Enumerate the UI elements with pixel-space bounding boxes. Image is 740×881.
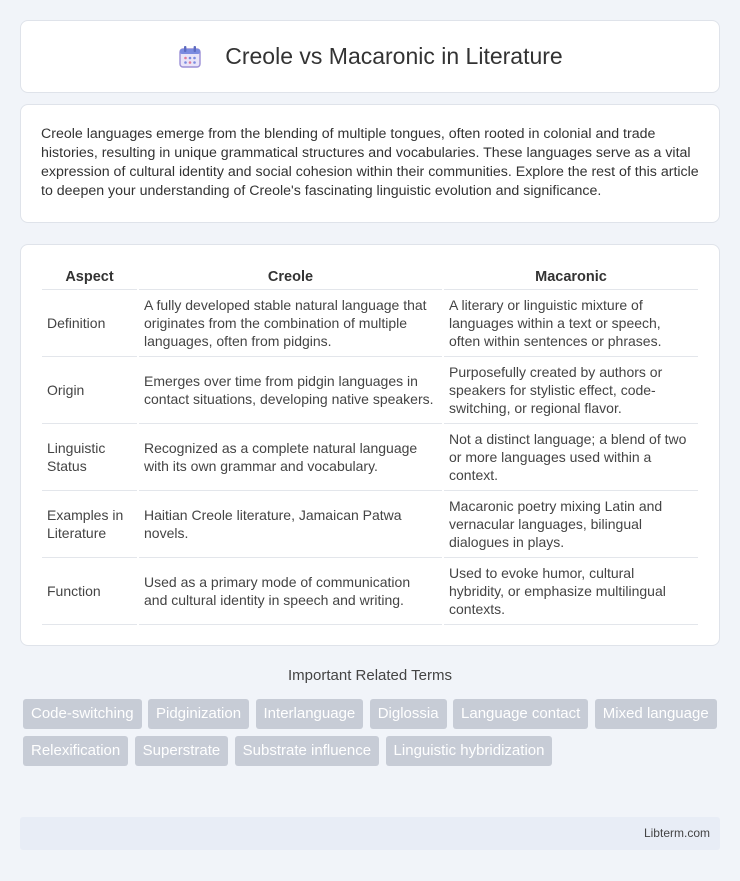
row-macaronic: Macaronic poetry mixing Latin and vernacular languages, bilingual dialogues in plays. [444,491,698,558]
page-title: Creole vs Macaronic in Literature [225,43,563,69]
tag-relexification[interactable]: Relexification [23,736,128,766]
tag-mixed-language[interactable]: Mixed language [595,699,717,729]
comparison-table-card [20,244,720,646]
comparison-table [40,261,700,625]
table-row [42,290,698,357]
row-macaronic: Purposefully created by authors or speakers for stylistic effect, code-switching, or regional flavor. [444,357,698,424]
row-creole: Used as a primary mode of communication and cultural identity in speech and writing. [139,558,442,625]
tag-code-switching[interactable]: Code-switching [23,699,142,729]
related-terms-title: Important Related Terms [288,667,452,684]
tag-language-contact[interactable]: Language contact [453,699,588,729]
footer [20,817,720,850]
table-row [42,491,698,558]
row-creole: Haitian Creole literature, Jamaican Patwa novels. [139,491,442,558]
row-aspect: Definition [42,290,137,357]
table-header-row [42,261,698,290]
row-aspect: Linguistic Status [42,424,137,491]
table-row [42,558,698,625]
footer-site-link[interactable]: Libterm.com [643,826,710,840]
header-creole: Creole [139,261,442,290]
row-creole: Recognized as a complete natural language with its own grammar and vocabulary. [139,424,442,491]
row-creole: A fully developed stable natural language that originates from the combination of multiple languages, often from pidgins. [139,290,442,357]
related-terms-tags [23,699,723,773]
tag-diglossia[interactable]: Diglossia [370,699,447,729]
header-aspect: Aspect [42,261,137,290]
table-row [42,424,698,491]
tag-interlanguage[interactable]: Interlanguage [256,699,364,729]
tag-substrate-influence[interactable]: Substrate influence [235,736,379,766]
calendar-icon [177,44,203,70]
row-aspect: Examples in Literature [42,491,137,558]
title-card [20,20,720,93]
row-macaronic: A literary or linguistic mixture of languages within a text or speech, often within sentences or phrases. [444,290,698,357]
row-aspect: Function [42,558,137,625]
intro-card [20,104,720,223]
tag-superstrate[interactable]: Superstrate [135,736,229,766]
tag-pidginization[interactable]: Pidginization [148,699,249,729]
row-macaronic: Not a distinct language; a blend of two or more languages used within a context. [444,424,698,491]
row-macaronic: Used to evoke humor, cultural hybridity, or emphasize multilingual contexts. [444,558,698,625]
row-creole: Emerges over time from pidgin languages in contact situations, developing native speakers. [139,357,442,424]
header-macaronic: Macaronic [444,261,698,290]
row-aspect: Origin [42,357,137,424]
table-row [42,357,698,424]
tag-linguistic-hybridization[interactable]: Linguistic hybridization [386,736,553,766]
intro-paragraph: Creole languages emerge from the blending of multiple tongues, often rooted in colonial and trade histories, resulting in unique grammatical structures and vocabularies. These languages serve as a vital expression of cultural identity and social cohesion within their communities. Explore the rest of this article to deepen your understanding of Creole's fascinating linguistic evolution and significance. [41,126,699,199]
